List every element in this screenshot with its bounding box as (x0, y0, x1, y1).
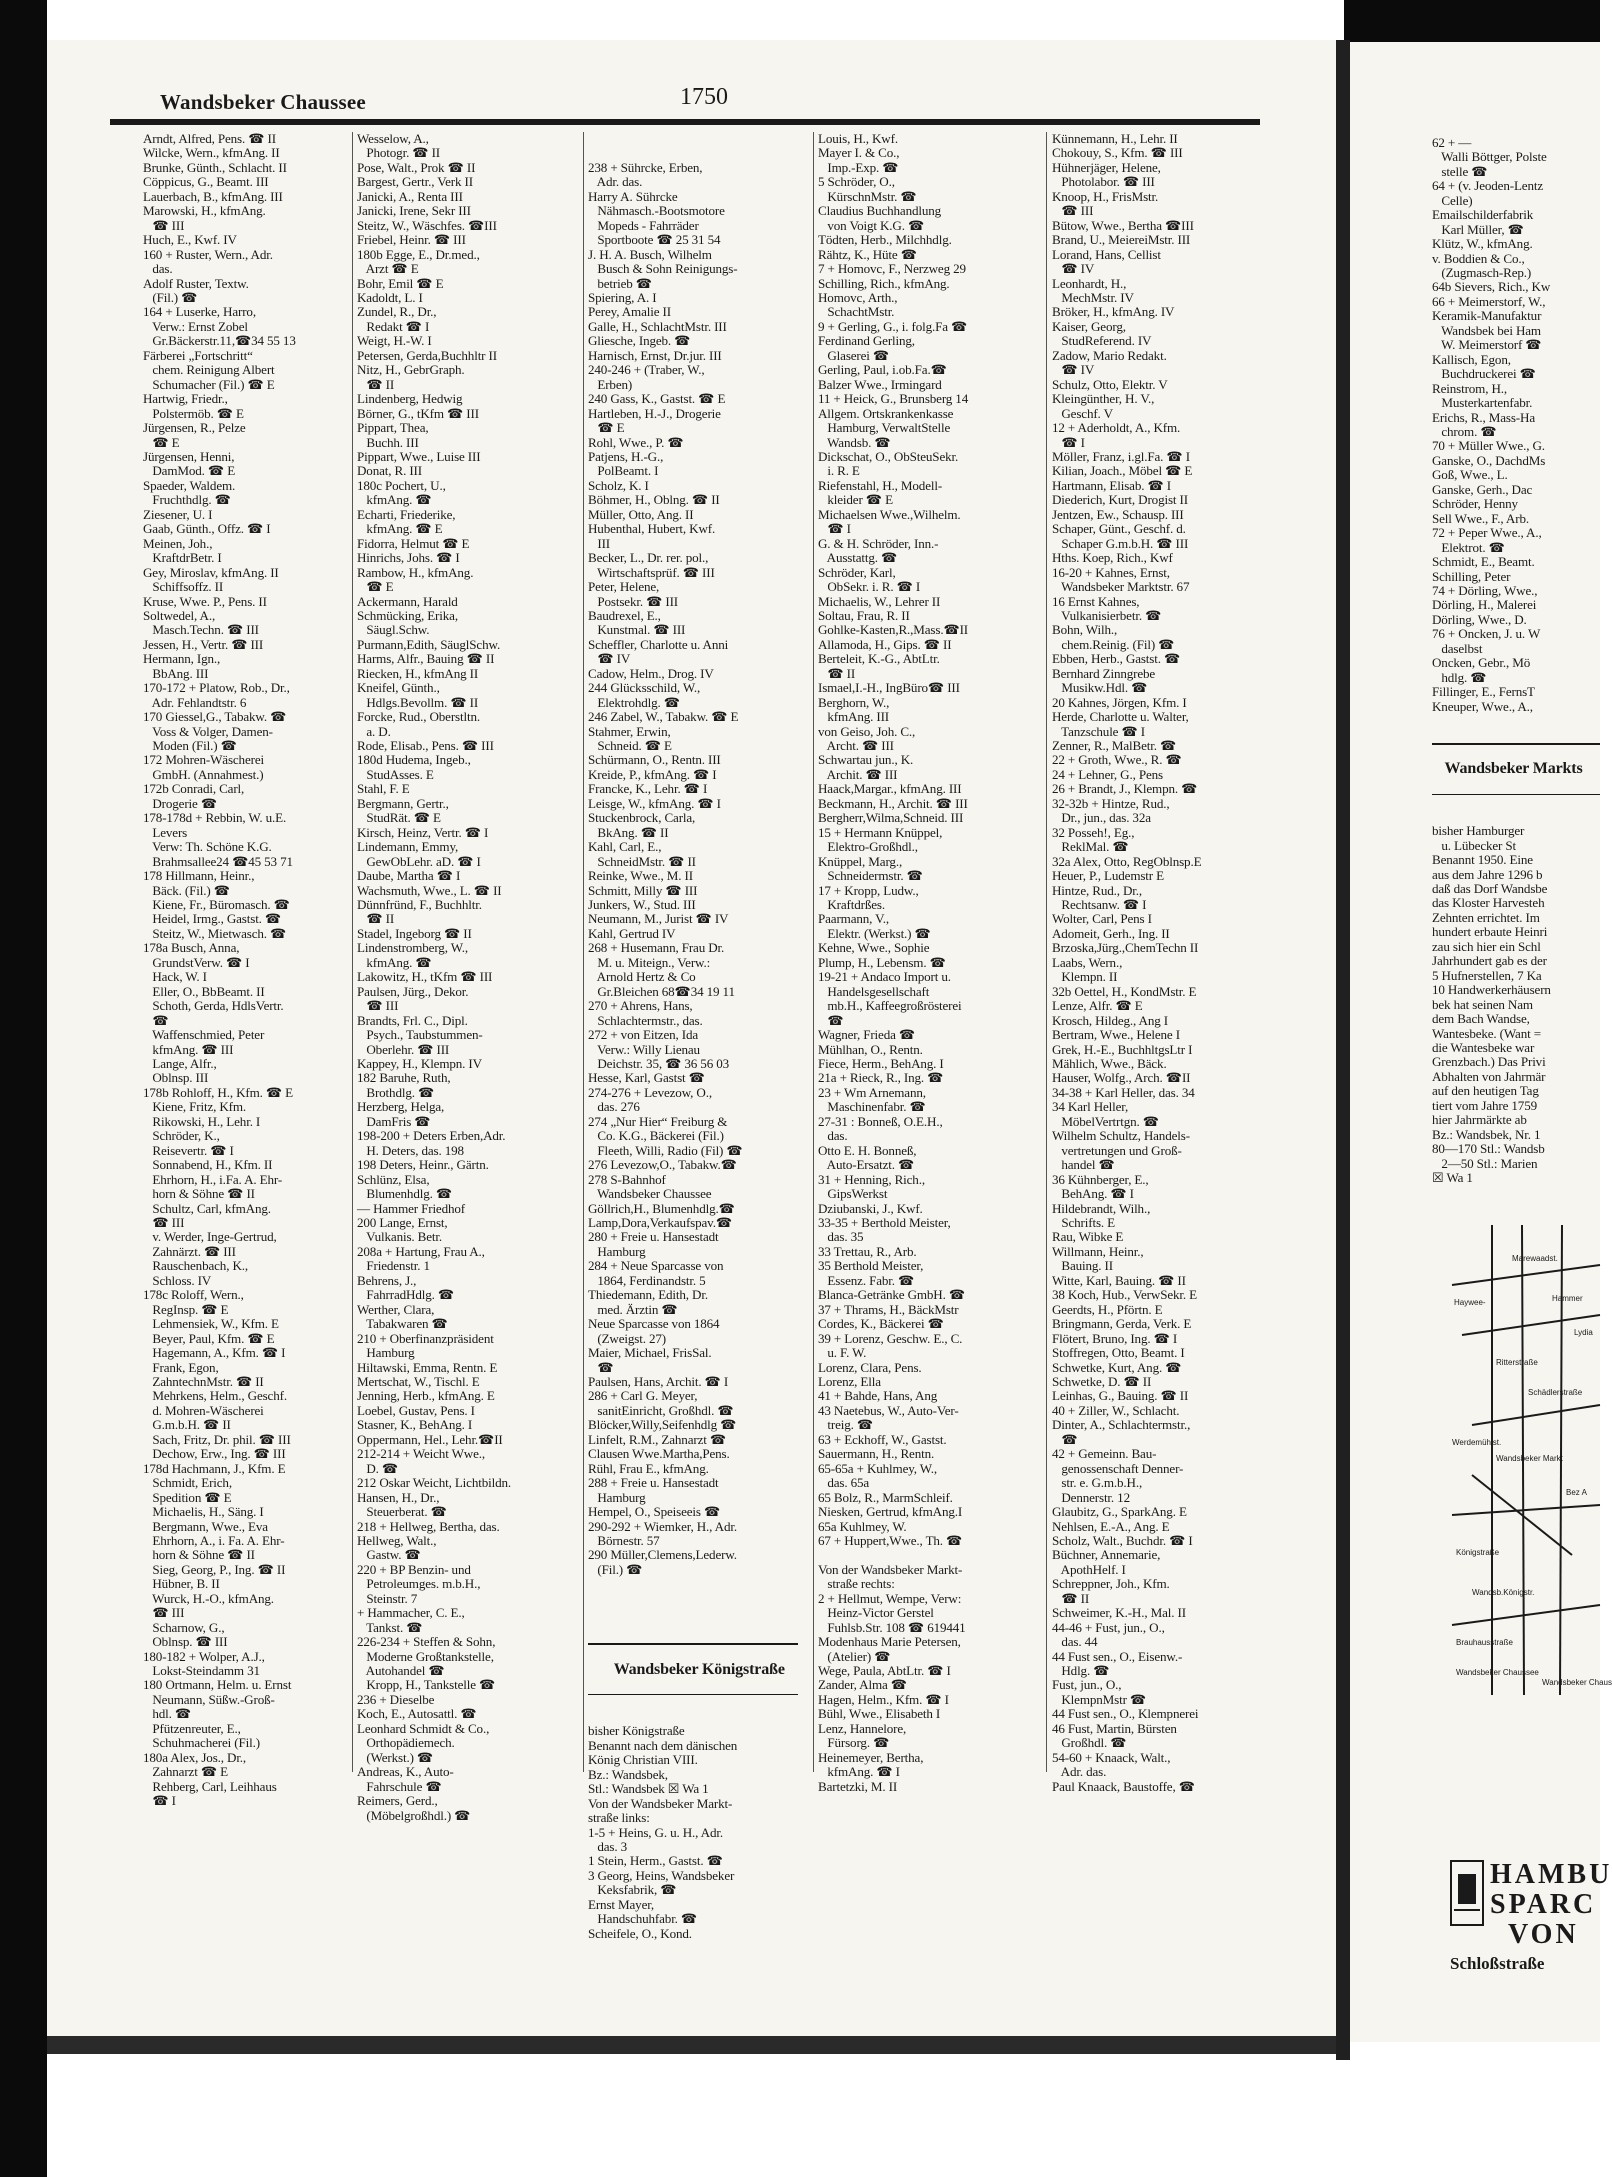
ad-content (1450, 1859, 1612, 1950)
street-title: Wandsbeker Chaussee (160, 90, 366, 114)
section-spacer (588, 1606, 798, 1614)
page-number: 1750 (680, 84, 728, 110)
map-label: Haywee- (1454, 1298, 1486, 1307)
map-label: Wandsb.Königstr. (1472, 1588, 1535, 1597)
ad-street: Schloßstraße (1450, 1954, 1545, 1973)
entries-column-3 (588, 132, 798, 1941)
ad-line-2: SPARC (1490, 1889, 1597, 1920)
map-label: Werdemühlst. (1452, 1438, 1502, 1447)
column-divider (813, 132, 814, 1772)
book-gutter (1336, 40, 1350, 2060)
ad-line-3: VON (1508, 1919, 1579, 1950)
map-label: Wandsbeker Chaus (1542, 1678, 1612, 1687)
street-map (1452, 1225, 1612, 1695)
scan-top-right-border (1344, 0, 1600, 42)
section-title: Wandsbeker Markts (1444, 760, 1583, 778)
header-rule (110, 119, 1260, 125)
column-divider (1046, 132, 1047, 1772)
map-label: Wandsbeker Markt (1496, 1454, 1563, 1463)
advertisement-sparcasse (1450, 1859, 1612, 1980)
column-divider (583, 132, 584, 1772)
section-title: Wandsbeker Königstraße (613, 1660, 785, 1678)
entries-column-3-text: 238 + Sührcke, Erben, Adr. das. Harry A. Sührcke Nähmasch.-Bootsmotore Mopeds - Fahrräder Sportboote ☎ 25 31 54 J. H. A. Busch, Wilhelm Busch & Sohn Reinigungs- betrieb ☎ Spiering, A. I Perey, Amalie II Galle, H., SchlachtMstr. III Gliesche, Ingeb. ☎ Harnisch, Ernst, Dr.jur. III 240-246 + (Traber, W., Erben) 240 Gass, K., Gastst. ☎ E Hartleben, H.-J., Drogerie ☎ E Rohl, Wwe., P. ☎ Patjens, H.-G., PolBeamt. I Scholz, K. I Böhmer, H., Oblng. ☎ II Müller, Otto, Ang. II Hubenthal, Hubert, Kwf. III Becker, L., Dr. rer. pol., Wirtschaftsprüf. ☎ III Peter, Helene, Postsekr. ☎ III Baudrexel, E., Kunstmal. ☎ III Scheffler, Charlotte u. Anni ☎ IV Cadow, Helm., Drog. IV 244 Glücksschild, W., Elektrohdlg. ☎ 246 Zabel, W., Tabakw. ☎ E Stahmer, Erwin, Schneid. ☎ E Schürmann, O., Rentn. III Kreide, P., kfmAng. ☎ I Francke, K., Lehr. ☎ I Leisge, W., kfmAng. ☎ I Stuckenbrock, Carla, BkAng. ☎ II Kahl, Carl, E., SchneidMstr. ☎ II Reinke, Wwe., M. II Schmitt, Milly ☎ III Junkers, W., Stud. III Neumann, M., Jurist ☎ IV Kahl, Gertrud IV 268 + Husemann, Frau Dr. M. u. Miteign., Verw.: Arnold Hertz & Co Gr.Bleichen 68☎34 19 11 270 + Ahrens, Hans, Schlachtermstr., das. 272 + von Eitzen, Ida Verw.: Willy Lienau Deichstr. 35, ☎ 36 56 03 Hesse, Karl, Gastst ☎ 274-276 + Levezow, O., das. 276 274 „Nur Hier“ Freiburg & Co. K.G., Bäckerei (Fil.) Fleeth, Willi, Radio (Fil) ☎ 276 Levezow,O., Tabakw.☎ 278 S-Bahnhof Wandsbeker Chaussee Göllrich,H., Blumenhdlg.☎ Lamp,Dora,Verkaufspav.☎ 280 + Freie u. Hansestadt Hamburg 284 + Neue Sparcasse von 1864, Ferdinandstr. 5 Thiedemann, Edith, Dr. med. Ärztin ☎ Neue Sparcasse von 1864 (Zweigst. 27) Maier, Michael, FrisSal. ☎ Paulsen, Hans, Archit. ☎ I 286 + Carl G. Meyer, sanitEinricht, Großhdl. ☎ Blöcker,Willy,Seifenhdlg ☎ Linfelt, R.M., Zahnarzt ☎ Clausen Wwe.Martha,Pens. Rühl, Frau E., kfmAng. 288 + Freie u. Hansestadt Hamburg Hempel, O., Speiseeis ☎ 290-292 + Wiemker, H., Adr. Börnestr. 57 290 Müller,Clemens,Lederw. (Fil.) ☎ (588, 159, 743, 1577)
section-header-koenigstrasse (588, 1643, 798, 1695)
coat-of-arms-icon (1450, 1860, 1484, 1926)
map-label: Bez A (1566, 1488, 1587, 1497)
entries-column-1: Arndt, Alfred, Pens. ☎ II Wilcke, Wern., kfmAng. II Brunke, Günth., Schlacht. II Cöppicus, G., Beamt. III Lauerbach, B., kfmAng. III Marowski, H., kfmAng. ☎ III Huch, E., Kwf. IV 160 + Ruster, Wern., Adr. das. Adolf Ruster, Textw. (Fil.) ☎ 164 + Luserke, Harro, Verw.: Ernst Zobel Gr.Bäckerstr.11,☎34 55 13 Färberei „Fortschritt“ chem. Reinigung Albert Schumacher (Fil.) ☎ E Hartwig, Friedr., Polstermöb. ☎ E Jürgensen, R., Pelze ☎ E Jürgensen, Henni, DamMod. ☎ E Spaeder, Waldem. Fruchthdlg. ☎ Ziesener, U. I Gaab, Günth., Offz. ☎ I Meinen, Joh., KraftdrBetr. I Gey, Miroslav, kfmAng. II Schiffsoffz. II Kruse, Wwe. P., Pens. II Soltwedel, A., Masch.Techn. ☎ III Jessen, H., Vertr. ☎ III Hermann, Ign., BbAng. III 170-172 + Platow, Rob., Dr., Adr. Fehlandtstr. 6 170 Giessel,G., Tabakw. ☎ Voss & Volger, Damen- Moden (Fil.) ☎ 172 Mohren-Wäscherei GmbH. (Annahmest.) 172b Conradi, Carl, Drogerie ☎ 178-178d + Rebbin, W. u.E. Levers Verw: Th. Schöne K.G. Brahmsallee24 ☎45 53 71 178 Hillmann, Heinr., Bäck. (Fil.) ☎ Kiene, Fr., Büromasch. ☎ Heidel, Irmg., Gastst. ☎ Steitz, W., Mietwasch. ☎ 178a Busch, Anna, GrundstVerw. ☎ I Hack, W. I Eller, O., BbBeamt. II Schoth, Gerda, HdlsVertr. ☎ Waffenschmied, Peter kfmAng. ☎ III Lange, Alfr., Oblnsp. III 178b Rohloff, H., Kfm. ☎ E Kiene, Fritz, Kfm. Rikowski, H., Lehr. I Schröder, K., Reisevertr. ☎ I Sonnabend, H., Kfm. II Ehrhorn, H., i.Fa. A. Ehr- horn & Söhne ☎ II Schultz, Carl, kfmAng. ☎ III v. Werder, Inge-Gertrud, Zahnärzt. ☎ III Rauschenbach, K., Schloss. IV 178c Roloff, Wern., RegInsp. ☎ E Lehmensiek, W., Kfm. E Beyer, Paul, Kfm. ☎ E Hagemann, A., Kfm. ☎ I Frank, Egon, ZahntechnMstr. ☎ II Mehrkens, Helm., Geschf. d. Mohren-Wäscherei G.m.b.H. ☎ II Sach, Fritz, Dr. phil. ☎ III Dechow, Erw., Ing. ☎ III 178d Hachmann, J., Kfm. E Schmidt, Erich, Spedition ☎ E Michaelis, H., Säng. I Bergmann, Wwe., Eva Ehrhorn, A., i. Fa. A. Ehr- horn & Söhne ☎ II Sieg, Georg, P., Ing. ☎ II Hübner, B. II Wurck, H.-O., kfmAng. ☎ III Scharnow, G., Oblnsp. ☎ III 180-182 + Wolper, A.J., Lokst-Steindamm 31 180 Ortmann, Helm. u. Ernst Neumann, Süßw.-Groß- hdl. ☎ Pfützenreuter, E., Schuhmacherei (Fil.) 180a Alex, Jos., Dr., Zahnarzt ☎ E Rehberg, Carl, Leihhaus ☎ I (143, 131, 296, 1809)
scan-left-border (0, 0, 47, 2177)
ad-text (1490, 1860, 1612, 1950)
page-header (110, 82, 1260, 116)
map-label: Lydia (1574, 1328, 1593, 1337)
section-body: bisher Königstraße Benannt nach dem dänischen König Christian VIII. Bz.: Wandsbek, Stl.: Wandsbek ☒ Wa 1 Von der Wandsbeker Markt- straße links: 1-5 + Heins, G. u. H., Adr. das. 3 1 Stein, Herm., Gastst. ☎ 3 Georg, Heins, Wandsbeker Keksfabrik, ☎ Ernst Mayer, Handschuhfabr. ☎ Scheifele, O., Kond. (588, 1723, 738, 1941)
entries-column-2: Wesselow, A., Photogr. ☎ II Pose, Walt., Prok ☎ II Bargest, Gertr., Verk II Janicki, A., Renta III Janicki, Irene, Sekr III Steitz, W., Wäschfes. ☎III Friebel, Heinr. ☎ III 180b Egge, E., Dr.med., Arzt ☎ E Bohr, Emil ☎ E Kadoldt, L. I Zundel, R., Dr., Redakt ☎ I Weigt, H.-W. I Petersen, Gerda,Buchhltr II Nitz, H., GebrGraph. ☎ II Lindenberg, Hedwig Börner, G., tKfm ☎ III Pippart, Thea, Buchh. III Pippart, Wwe., Luise III Donat, R. III 180c Pochert, U., kfmAng. ☎ Echarti, Friederike, kfmAng. ☎ E Fidorra, Helmut ☎ E Hinrichs, Johs. ☎ I Rambow, H., kfmAng. ☎ E Ackermann, Harald Schmücking, Erika, Säugl.Schw. Purmann,Edith, SäuglSchw. Harms, Alfr., Bauing ☎ II Riecken, H., kfmAng II Kneifel, Günth., Hdlgs.Bevollm. ☎ II Forcke, Rud., Oberstltn. a. D. Rode, Elisab., Pens. ☎ III 180d Hudema, Ingeb., StudAsses. E Stahl, F. E Bergmann, Gertr., StudRät. ☎ E Kirsch, Heinz, Vertr. ☎ I Lindemann, Emmy, GewObLehr. aD. ☎ I Daube, Martha ☎ I Wachsmuth, Wwe., L. ☎ II Dünnfründ, F., Buchhltr. ☎ II Stadel, Ingeborg ☎ II Lindenstromberg, W., kfmAng. ☎ Lakowitz, H., tKfm ☎ III Paulsen, Jürg., Dekor. ☎ III Brandts, Frl. C., Dipl. Psych., Taubstummen- Oberlehr. ☎ III Kappey, H., Klempn. IV 182 Baruhe, Ruth, Brothdlg. ☎ Herzberg, Helga, DamFris ☎ 198-200 + Deters Erben,Adr. H. Deters, das. 198 198 Deters, Heinr., Gärtn. Schlünz, Elsa, Blumenhdlg. ☎ — Hammer Friedhof 200 Lange, Ernst, Vulkanis. Betr. 208a + Hartung, Frau A., Friedenstr. 1 Behrens, J., FahrradHdlg. ☎ Werther, Clara, Tabakwaren ☎ 210 + Oberfinanzpräsident Hamburg Hiltawski, Emma, Rentn. E Mertschat, W., Tischl. E Jenning, Herb., kfmAng. E Loebel, Gustav, Pens. I Stasner, K., BehAng. I Oppermann, Hel., Lehr.☎II 212-214 + Weicht Wwe., D. ☎ 212 Oskar Weicht, Lichtbildn. Hansen, H., Dr., Steuerberat. ☎ 218 + Hellweg, Bertha, das. Hellweg, Walt., Gastw. ☎ 220 + BP Benzin- und Petroleumges. m.b.H., Steinstr. 7 + Hammacher, C. E., Tankst. ☎ 226-234 + Steffen & Sohn, Moderne Großtankstelle, Autohandel ☎ Kropp, H., Tankstelle ☎ 236 + Dieselbe Koch, E., Autosattl. ☎ Leonhard Schmidt & Co., Orthopädiemech. (Werkst.) ☎ Andreas, K., Auto- Fahrschule ☎ Reimers, Gerd., (Möbelgroßhdl.) ☎ (357, 131, 511, 1823)
map-label: Königstraße (1456, 1548, 1500, 1557)
map-label: Wandsbeker Chaussee (1456, 1668, 1539, 1677)
section-body: bisher Hamburger u. Lübecker St Benannt 1950. Eine aus dem Jahre 1296 b daß das Dorf Wandsbe das Kloster Harvesteh Zehnten errichtet. Im hundert erbaute Heinri zau sich hier ein Schl Jahrhundert gab es der 5 Hufnerstellen, 7 Ka 10 Handwerkerhäusern bek hat seinen Nam dem Bach Wandse, Wantesbeke. (Want = die Wantesbeke war Grenzbach.) Das Privi Abhalten von Jahrmär auf den heutigen Tag tiert vom Jahre 1759 hier Jahrmärkte ab Bz.: Wandsbek, Nr. 1 80—170 Stl.: Wandsb 2—50 Stl.: Marien ☒ Wa 1 (1432, 823, 1551, 1186)
entries-column-5: Künnemann, H., Lehr. II Chokouy, S., Kfm. ☎ III Hühnerjäger, Helene, Photolabor. ☎ III Knoop, H., FrisMstr. ☎ III Bütow, Wwe., Bertha ☎III Brand, U., MeiereiMstr. III Lorand, Hans, Cellist ☎ IV Leonhardt, H., MechMstr. IV Bröker, H., kfmAng. IV Kaiser, Georg, StudReferend. IV Zadow, Mario Redakt. ☎ IV Schulz, Otto, Elektr. V Kleingünther, H. V., Geschf. V 12 + Aderholdt, A., Kfm. ☎ I Möller, Franz, i.gl.Fa. ☎ I Kilian, Joach., Möbel ☎ E Hartmann, Elisab. ☎ I Diederich, Kurt, Drogist II Jentzen, Ew., Schausp. III Schaper, Günt., Geschf. d. Schaper G.m.b.H. ☎ III Hths. Koep, Rich., Kwf 16-20 + Kahnes, Ernst, Wandsbeker Marktstr. 67 16 Ernst Kahnes, Vulkanisierbetr. ☎ Bohn, Wilh., chem.Reinig. (Fil) ☎ Ebben, Herb., Gastst. ☎ Bernhard Zinngrebe Musikw.Hdl. ☎ 20 Kahnes, Jörgen, Kfm. I Herde, Charlotte u. Walter, Tanzschule ☎ I Zenner, R., MalBetr. ☎ 22 + Groth, Wwe., R. ☎ 24 + Lehner, G., Pens 26 + Brandt, J., Klempn. ☎ 32-32b + Hintze, Rud., Dr., jun., das. 32a 32 Posseh!, Eg., ReklMal. ☎ 32a Alex, Otto, RegOblnsp.E Heuer, P., Ludemstr E Hintze, Rud., Dr., Rechtsanw. ☎ I Wolter, Carl, Pens I Adomeit, Gerh., Ing. II Brzoska,Jürg.,ChemTechn II Laabs, Wern., Klempn. II 32b Oettel, H., KondMstr. E Lenze, Alfr. ☎ E Krosch, Hildeg., Ang I Bertram, Wwe., Helene I Grek, H.-E., BuchhltgsLtr I Mählich, Wwe., Bäck. Hauser, Wolfg., Arch. ☎II 34-38 + Karl Heller, das. 34 34 Karl Heller, MöbelVertrtgn. ☎ Wilhelm Schultz, Handels- vertretungen und Groß- handel ☎ 36 Kühnberger, E., BehAng. ☎ I Hildebrandt, Wilh., Schrifts. E Rau, Wibke E Willmann, Heinr., Bauing. II Witte, Karl, Bauing. ☎ II 38 Koch, Hub., VerwSekr. E Geerdts, H., Pförtn. E Bringmann, Gerda, Verk. E Flötert, Bruno, Ing. ☎ I Stoffregen, Otto, Beamt. I Schwetke, Kurt, Ang. ☎ Schwetke, D. ☎ II Leinhas, G., Bauing. ☎ II 40 + Ziller, W., Schlacht. Dinter, A., Schlachtermstr., ☎ 42 + Gemeinn. Bau- genossenschaft Denner- str. e. G.m.b.H., Dennerstr. 12 Glaubitz, G., SparkAng. E Nehlsen, E.-A., Ang. E Scholz, Walt., Buchdr. ☎ I Büchner, Annemarie, ApothHelf. I Schreppner, Joh., Kfm. ☎ II Schweimer, K.-H., Mal. II 44-46 + Fust, jun., O., das. 44 44 Fust sen., O., Eisenw.- Hdlg. ☎ Fust, jun., O., KlempnMstr ☎ 44 Fust sen., O., Klempnerei 46 Fust, Martin, Bürsten Großhdl. ☎ 54-60 + Knaack, Walt., Adr. das. Paul Knaack, Baustoffe, ☎ (1052, 131, 1202, 1794)
map-label: Brauhausstraße (1456, 1638, 1513, 1647)
ad-line-1: HAMBU (1490, 1859, 1612, 1890)
section-header-marktstrasse (1432, 743, 1600, 795)
entries-column-4: Louis, H., Kwf. Mayer I. & Co., Imp.-Exp. ☎ 5 Schröder, O., KürschnMstr. ☎ Claudius Buchhandlung von Voigt K.G. ☎ Tödten, Herb., Milchhdlg. Rähtz, K., Hüte ☎ 7 + Homovc, F., Nerzweg 29 Schilling, Rich., kfmAng. Homovc, Arth., SchachtMstr. 9 + Gerling, G., i. folg.Fa ☎ Ferdinand Gerling, Glaserei ☎ Gerling, Paul, i.ob.Fa.☎ Balzer Wwe., Irmingard 11 + Heick, G., Brunsberg 14 Allgem. Ortskrankenkasse Hamburg, VerwaltStelle Wandsb. ☎ Dickschat, O., ObSteuSekr. i. R. E Riefenstahl, H., Modell- kleider ☎ E Michaelsen Wwe.,Wilhelm. ☎ I G. & H. Schröder, Inn.- Ausstattg. ☎ Schröder, Karl, ObSekr. i. R. ☎ I Michaelis, W., Lehrer II Soltau, Frau, R. II Gohlke-Kasten,R.,Mass.☎II Allamoda, H., Gips. ☎ II Berteleit, K.-G., AbtLtr. ☎ II Ismael,I.-H., IngBüro☎ III Berghorn, W., kfmAng. III von Geiso, Joh. C., Archt. ☎ III Schwartau jun., K. Archit. ☎ III Haack,Margar., kfmAng. III Beckmann, H., Archit. ☎ III Bergherr,Wilma,Schneid. III 15 + Hermann Knüppel, Elektro-Großhdl., Knüppel, Marg., Schneidermstr. ☎ 17 + Kropp, Ludw., Kraftdrßes. Paarmann, V., Elektr. (Werkst.) ☎ Kehne, Wwe., Sophie Plump, H., Lebensm. ☎ 19-21 + Andaco Import u. Handelsgesellschaft mb.H., Kaffeegroßrösterei ☎ Wagner, Frieda ☎ Mühlhan, O., Rentn. Fiece, Herm., BehAng. I 21a + Rieck, R., Ing. ☎ 23 + Wm Arnemann, Maschinenfabr. ☎ 27-31 : Bonneß, O.E.H., das. Otto E. H. Bonneß, Auto-Ersatzt. ☎ 31 + Henning, Rich., GipsWerkst Dziubanski, J., Kwf. 33-35 + Berthold Meister, das. 35 33 Trettau, R., Arb. 35 Berthold Meister, Essenz. Fabr. ☎ Blanca-Getränke GmbH. ☎ 37 + Thrams, H., BäckMstr Cordes, K., Bäckerei ☎ 39 + Lorenz, Geschw. E., C. u. F. W. Lorenz, Clara, Pens. Lorenz, Ella 41 + Bahde, Hans, Ang 43 Naetebus, W., Auto-Ver- treig. ☎ 63 + Eckhoff, W., Gastst. Sauermann, H., Rentn. 65-65a + Kuhlmey, W., das. 65a 65 Bolz, R., MarmSchleif. Niesken, Gertrud, kfmAng.I 65a Kuhlmey, W. 67 + Huppert,Wwe., Th. ☎ Von der Wandsbeker Markt- straße rechts: 2 + Hellmut, Wempe, Verw: Heinz-Victor Gerstel Fuhlsb.Str. 108 ☎ 619441 Modenhaus Marie Petersen, (Atelier) ☎ Wege, Paula, AbtLtr. ☎ I Zander, Alma ☎ Hagen, Helm., Kfm. ☎ I Bühl, Wwe., Elisabeth I Lenz, Hannelore, Fürsorg. ☎ Heinemeyer, Bertha, kfmAng. ☎ I Bartetzki, M. II (818, 131, 969, 1794)
map-label: Ritterstraße (1496, 1358, 1538, 1367)
map-label: Marewaadst. (1512, 1254, 1558, 1263)
map-label: Schädlerstraße (1528, 1388, 1583, 1397)
map-label: Hammer (1552, 1294, 1583, 1303)
entries-column-6-text: 62 + — Walli Böttger, Polste stelle ☎ 64 + (v. Jeoden-Lentz Celle) Emailschilderfabrik Karl Müller, ☎ Klütz, W., kfmAng. v. Boddien & Co., (Zugmasch-Rep.) 64b Sievers, Rich., Kw 66 + Meimerstorf, W., Keramik-Manufaktur Wandsbek bei Ham W. Meimerstorf ☎ Kallisch, Egon, Buchdruckerei ☎ Reinstrom, H., Musterkartenfabr. Erichs, R., Mass-Ha chrom. ☎ 70 + Müller Wwe., G. Ganske, O., DachdMs Goß, Wwe., L. Ganske, Gerh., Dac Schröder, Henny Sell Wwe., F., Arb. 72 + Peper Wwe., A., Elektrot. ☎ Schmidt, E., Beamt. Schilling, Peter 74 + Dörling, Wwe., Dörling, H., Malerei Dörling, Wwe., D. 76 + Oncken, J. u. W daselbst Oncken, Gebr., Mö hdlg. ☎ Fillinger, E., FernsT Kneuper, Wwe., A., (1432, 134, 1551, 714)
